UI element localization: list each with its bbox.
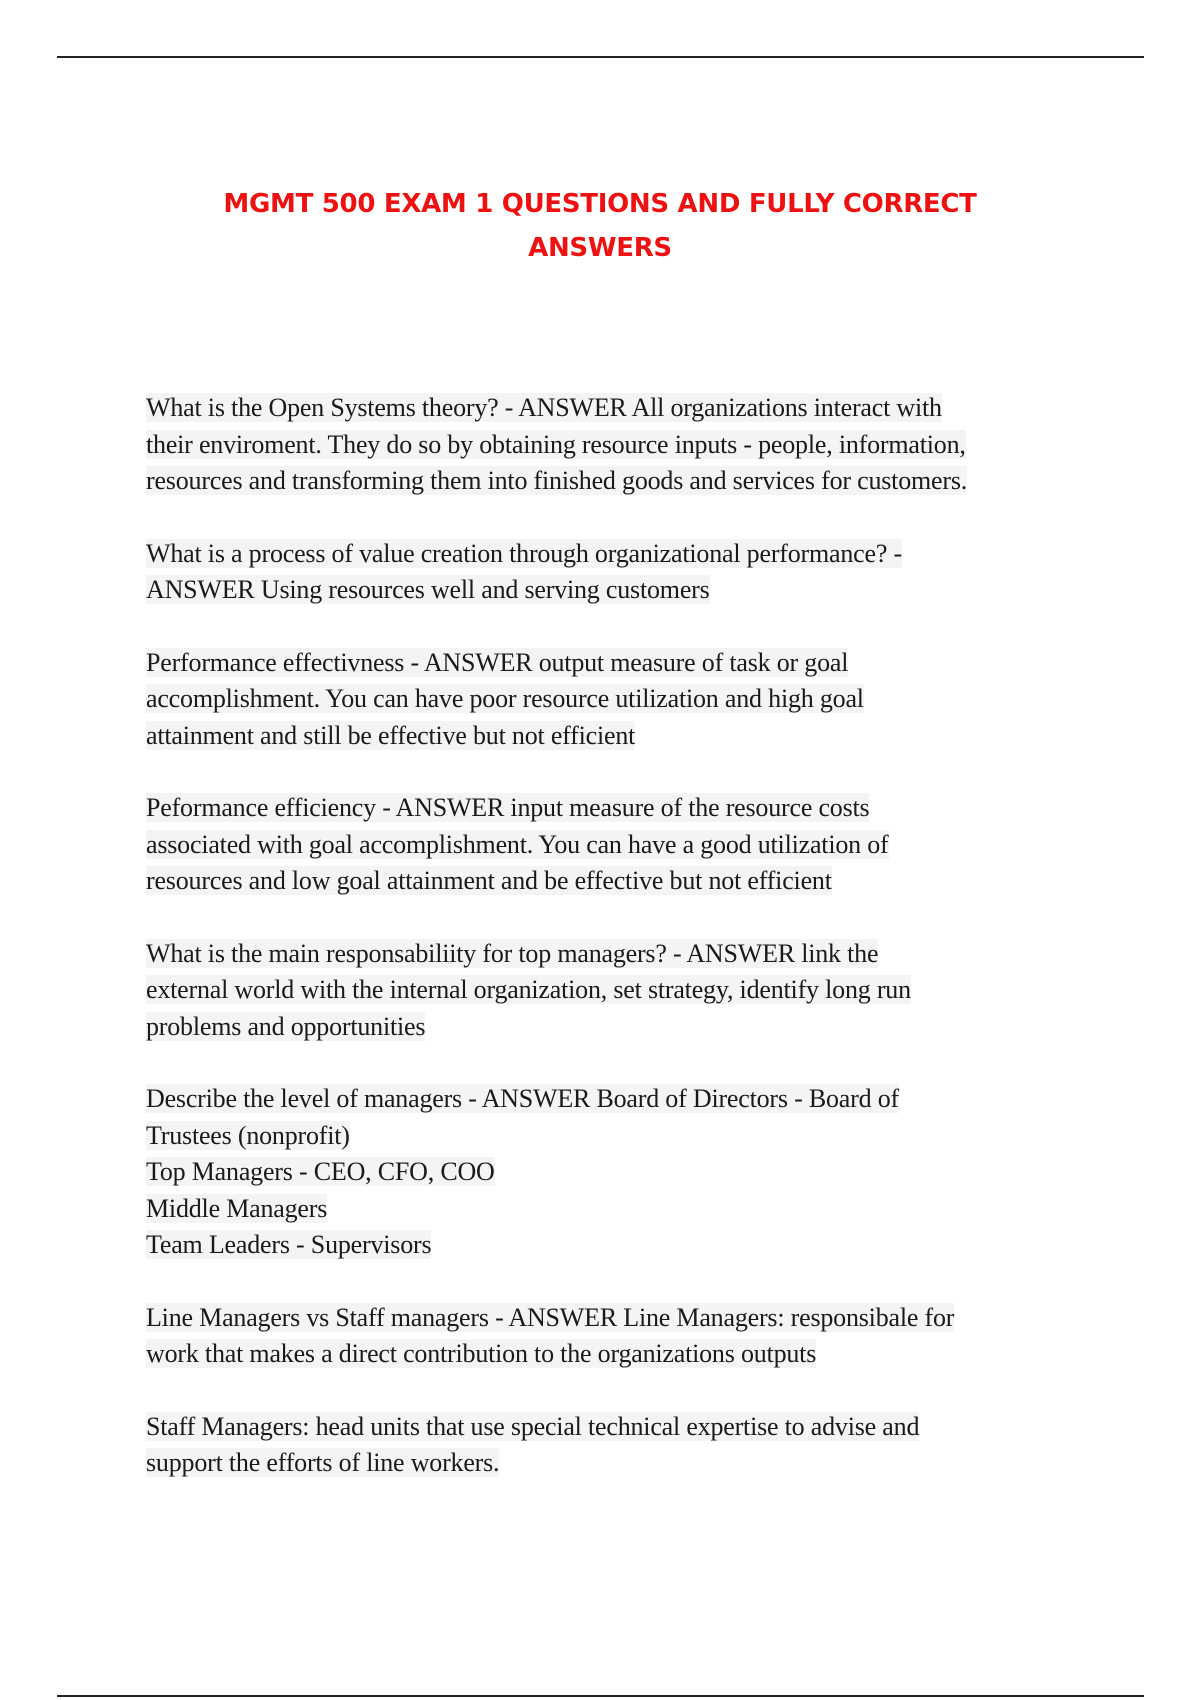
qa-block-efficiency [146,790,1076,900]
title-block [150,182,1050,270]
qa-block-value-creation [146,536,1076,609]
qa-block-top-managers [146,936,1076,1046]
text-line: accomplishment. You can have poor resource utilization and high goal [146,684,864,713]
top-rule [57,56,1144,58]
text-line: What is the main responsabiliity for top managers? - ANSWER link the [146,938,879,968]
text-line: Top Managers - CEO, CFO, COO [146,1157,495,1186]
text-line: What is a process of value creation through organizational performance? - [146,538,902,568]
text-line: Performance effectivness - ANSWER output measure of task or goal [146,647,849,677]
text-line: support the efforts of line workers. [146,1448,500,1477]
text-line: ANSWER Using resources well and serving customers [146,575,710,604]
text-line: What is the Open Systems theory? - ANSWER All organizations interact with [146,393,942,422]
text-line: Middle Managers [146,1193,328,1223]
text-line: Trustees (nonprofit) [146,1120,350,1150]
title-line: ANSWERS [528,233,672,263]
text-line: associated with goal accomplishment. You can have a good utilization of [146,829,889,859]
qa-block-open-systems [146,390,1076,500]
text-line: external world with the internal organization, set strategy, identify long run [146,975,911,1004]
text-line: Describe the level of managers - ANSWER Board of Directors - Board of [146,1084,899,1113]
qa-block-staff-managers [146,1409,1076,1482]
qa-block-line-vs-staff [146,1300,1076,1373]
text-line: Team Leaders - Supervisors [146,1230,432,1259]
text-line: Line Managers vs Staff managers - ANSWER Line Managers: responsibale for [146,1302,955,1332]
qa-block-manager-levels [146,1081,1076,1264]
text-line: problems and opportunities [146,1011,426,1041]
text-line: work that makes a direct contribution to the organizations outputs [146,1339,817,1368]
title-line: MGMT 500 EXAM 1 QUESTIONS AND FULLY CORRECT [223,189,977,219]
document-title [150,182,1050,270]
document-body [146,390,1076,1518]
text-line: their enviroment. They do so by obtaining resource inputs - people, information, [146,429,966,459]
text-line: Staff Managers: head units that use special technical expertise to advise and [146,1411,920,1441]
text-line: resources and low goal attainment and be effective but not efficient [146,866,832,895]
text-line: resources and transforming them into finished goods and services for customers. [146,466,968,495]
text-line: Peformance efficiency - ANSWER input measure of the resource costs [146,793,870,822]
qa-block-effectiveness [146,645,1076,755]
bottom-rule [57,1695,1144,1697]
text-line: attainment and still be effective but not efficient [146,720,636,750]
